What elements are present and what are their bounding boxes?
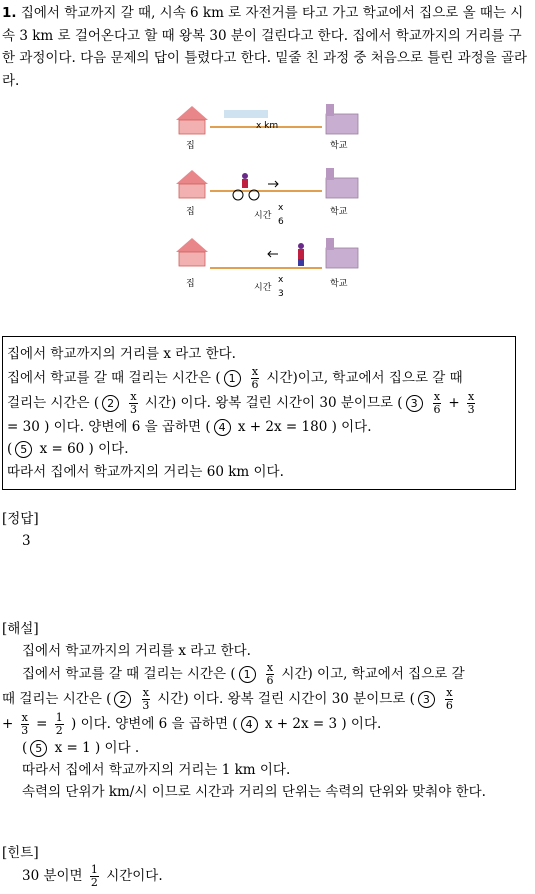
explanation-line-3: 때 걸리는 시간은 ( 2 $\frac{x}{3}$ 시간) 이다. 왕복 걸린 시간이 30 분이므로 ( 3 $\frac{x}{6}$: [2, 686, 453, 712]
explanation-line-2: 집에서 학교를 갈 때 걸리는 시간은 ( 1 $\frac{x}{6}$ 시간) 이고, 학교에서 집으로 갈: [22, 661, 465, 687]
step-2-marker: 2: [102, 395, 119, 412]
road: [210, 267, 322, 269]
explanation-section: [2, 618, 532, 803]
explanation-line-1: 집에서 학교까지의 거리를 x 라고 한다.: [22, 643, 251, 659]
house-icon: [176, 106, 208, 134]
step-4-marker: 4: [241, 716, 258, 733]
road: [210, 190, 322, 192]
step-5-marker: 5: [15, 441, 32, 458]
box-text: x = 60 ) 이다.: [39, 441, 129, 457]
answer-value: 3: [22, 533, 31, 549]
school-icon: [326, 168, 358, 198]
arrow-left-icon: [268, 251, 278, 257]
fraction: $\frac{x}{3}$: [21, 711, 29, 737]
hint-section: [2, 842, 163, 889]
step-3-marker: 3: [406, 395, 423, 412]
fraction: $\frac{1}{2}$: [55, 711, 63, 737]
step-1-marker: 1: [239, 666, 256, 683]
travel-diagram: [170, 100, 370, 300]
hint-header: [힌트]: [2, 845, 39, 861]
box-line-5: ( 5 x = 60 ) 이다.: [7, 441, 129, 457]
school-icon: [326, 104, 358, 134]
house-icon: [176, 238, 208, 266]
box-text: 시간) 이다. 왕복 걸린 시간이 30 분이므로 (: [144, 394, 403, 411]
explanation-line-6: 따라서 집에서 학교까지의 거리는 1 km 이다.: [22, 762, 291, 778]
school-label: 학교: [330, 207, 348, 217]
time-denominator: 3: [278, 289, 284, 299]
time-denominator: 6: [278, 217, 284, 227]
travel-figure: [170, 100, 370, 300]
school-icon: [326, 238, 358, 268]
time-label: 시간: [254, 283, 272, 293]
question-number: 1.: [2, 5, 17, 21]
school-label: 학교: [330, 141, 348, 151]
fraction: $\frac{x}{6}$: [433, 389, 441, 416]
solution-box: [2, 336, 516, 490]
fraction: $\frac{x}{6}$: [445, 686, 453, 712]
explanation-header: [해설]: [2, 621, 39, 637]
box-line-2: [7, 366, 511, 391]
box-line-4: [7, 416, 511, 439]
step-2-marker: 2: [114, 691, 131, 708]
time-numerator: x: [278, 203, 284, 213]
box-text: = 30 ) 이다. 양변에 6 을 곱하면 (: [7, 418, 211, 435]
question-body: 집에서 학교까지 갈 때, 시속 6 km 로 자전거를 타고 가고 학교에서 집으로 올 때는 시속 3 km 로 걸어온다고 할 때 왕복 30 분이 걸린다고 한다. 집에서 학교까지의 거리를 구한 과정이다. 다음 문제의 답이 틀렸다고 한다. 밑줄 친 과정 중 처음으로 틀린 과정을 골라라.: [2, 5, 528, 89]
step-1-marker: 1: [224, 370, 241, 387]
fraction: $\frac{x}{6}$: [266, 661, 274, 687]
question-text: [2, 2, 533, 92]
fraction: $\frac{x}{3}$: [130, 389, 138, 416]
box-text: x + 2x = 180 ) 이다.: [237, 418, 372, 435]
distance-scale: [224, 110, 268, 118]
explanation-line-7: 속력의 단위가 km/시 이므로 시간과 거리의 단위는 속력의 단위와 맞춰야 한다.: [22, 784, 486, 800]
explanation-line-5: ( 5 x = 1 ) 이다 .: [22, 740, 140, 756]
fraction: $\frac{1}{2}$: [90, 863, 98, 889]
fraction: $\frac{x}{6}$: [251, 364, 259, 391]
box-text: 걸리는 시간은 (: [7, 394, 100, 411]
hint-text: 30 분이면 $\frac{1}{2}$ 시간이다.: [22, 863, 163, 889]
bicycle-icon: [233, 173, 259, 200]
home-label: 집: [186, 279, 195, 289]
answer-section: [2, 508, 39, 552]
box-line-3: 걸리는 시간은 ( 2 $\frac{x}{3}$ 시간) 이다. 왕복 걸린 시간이 30 분이므로 ( 3 $\frac{x}{6}$ + $\frac{x}{3}$: [7, 389, 475, 416]
fraction: $\frac{x}{3}$: [142, 686, 150, 712]
answer-header: [정답]: [2, 511, 39, 527]
distance-label: x km: [256, 121, 279, 131]
step-5-marker: 5: [30, 740, 47, 757]
step-4-marker: 4: [214, 419, 231, 436]
box-text: 시간)이고, 학교에서 집으로 갈 때: [266, 369, 463, 386]
arrow-right-icon: [268, 181, 278, 187]
explanation-line-4: + $\frac{x}{3}$ = $\frac{1}{2}$ ) 이다. 양변에 6 을 곱하면 ( 4 x + 2x = 3 ) 이다.: [2, 711, 382, 737]
fraction: $\frac{x}{3}$: [467, 389, 475, 416]
box-text: 집에서 학교를 갈 때 걸리는 시간은 (: [7, 369, 221, 386]
school-label: 학교: [330, 279, 348, 289]
step-3-marker: 3: [418, 691, 435, 708]
time-numerator: x: [278, 275, 284, 285]
time-label: 시간: [254, 211, 272, 221]
box-line-1: 집에서 학교까지의 거리를 x 라고 한다.: [7, 346, 236, 362]
house-icon: [176, 170, 208, 198]
walker-icon: [298, 243, 304, 266]
home-label: 집: [186, 207, 195, 217]
box-line-6: 따라서 집에서 학교까지의 거리는 60 km 이다.: [7, 463, 284, 480]
home-label: 집: [186, 141, 195, 151]
